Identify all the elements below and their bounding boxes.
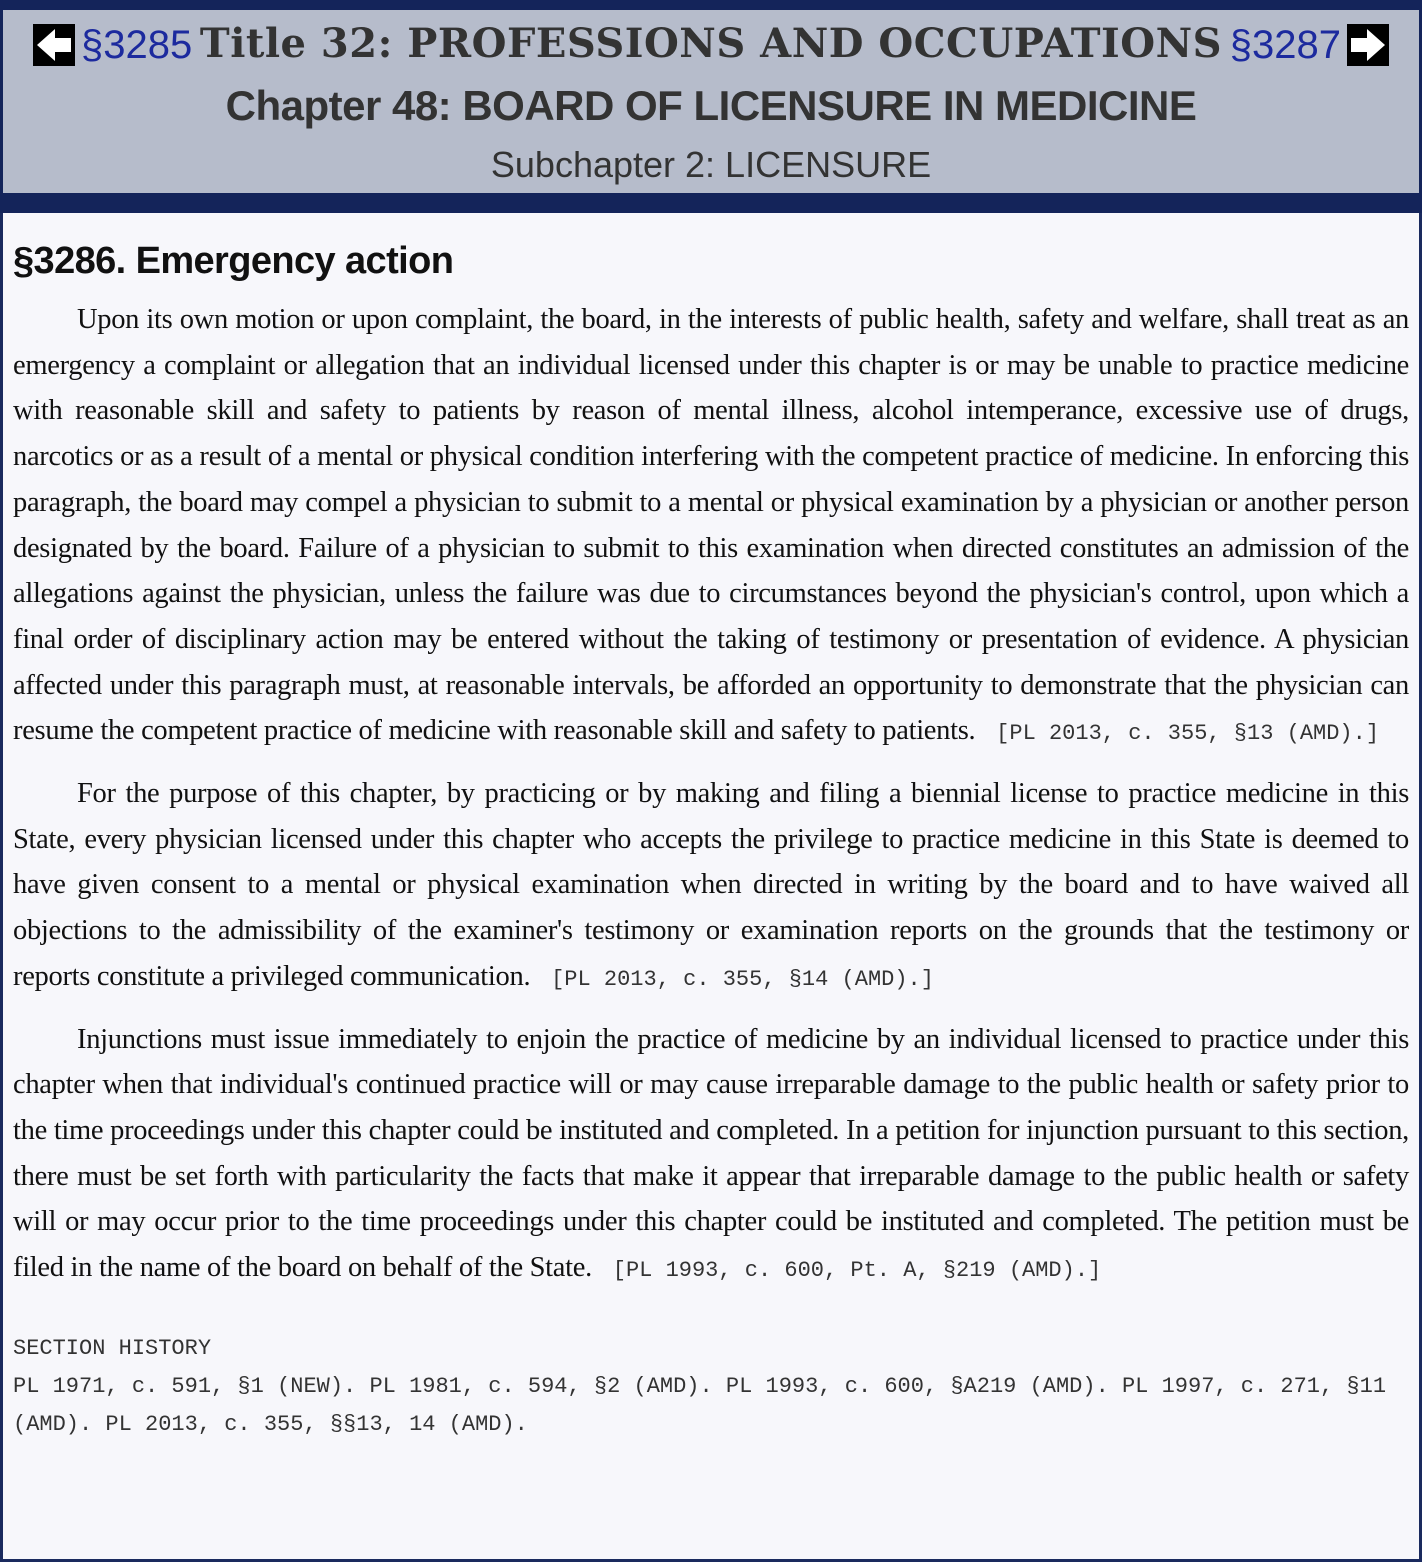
page-header bbox=[0, 10, 1422, 193]
section-history-title: SECTION HISTORY bbox=[13, 1335, 212, 1361]
section-paragraph bbox=[13, 771, 1409, 1003]
paragraph-text: For the purpose of this chapter, by practicing or by making and filing a biennial license to practice medicine in this State, every physician licensed under this chapter who accepts the privilege to practice medicine in this State is deemed to have given consent to a mental or physical examination when directed in writing by the board and to have waived all objections to the admissibility of the examiner's testimony or examination reports on the grounds that the testimony or reports constitute a privileged communication. bbox=[13, 778, 1409, 992]
title-heading: Title 32: PROFESSIONS AND OCCUPATIONS bbox=[199, 20, 1223, 67]
next-section-label[interactable]: §3287 bbox=[1229, 23, 1341, 67]
paragraph-citation: [PL 2013, c. 355, §13 (AMD).] bbox=[996, 721, 1380, 747]
next-section-link[interactable] bbox=[1230, 24, 1389, 66]
subchapter-heading: Subchapter 2: LICENSURE bbox=[490, 144, 932, 185]
right-arrow-icon bbox=[1347, 24, 1389, 66]
paragraph-text: Upon its own motion or upon complaint, the board, in the interests of public health, safety and welfare, shall treat as an emergency a complaint or allegation that an individual licensed under this chapter is or may be unable to practice medicine with reasonable skill and safety to patients by reason of mental illness, alcohol intemperance, excessive use of drugs, narcotics or as a result of a mental or physical condition interfering with the competent practice of medicine. In enforcing this paragraph, the board may compel a physician to submit to a mental or physical examination by a physician or another person designated by the board. Failure of a physician to submit to this examination when directed constitutes an admission of the allegations against the physician, unless the failure was due to circumstances beyond the physician's control, upon which a final order of disciplinary action may be entered without the taking of testimony or presentation of evidence. A physician affected under this paragraph must, at reasonable intervals, be afforded an opportunity to demonstrate that the physician can resume the competent practice of medicine with reasonable skill and safety to patients. bbox=[13, 304, 1409, 747]
paragraph-text: Injunctions must issue immediately to enjoin the practice of medicine by an individual licensed to practice under this chapter when that individual's continued practice will or may cause irreparable damage to the public health or safety prior to the time proceedings under this chapter could be instituted and completed. In a petition for injunction pursuant to this section, there must be set forth with particularity the facts that make it appear that irreparable damage to the public health or safety will or may occur prior to the time proceedings under this chapter could be instituted and completed. The petition must be filed in the name of the board on behalf of the State. bbox=[13, 1023, 1409, 1284]
section-paragraph bbox=[13, 1017, 1409, 1294]
section-history-text: PL 1971, c. 591, §1 (NEW). PL 1981, c. 594, §2 (AMD). PL 1993, c. 600, §A219 (AMD). PL 1997, c. 271, §11 (AMD). PL 2013, c. 355, §§13, 14 (AMD). bbox=[13, 1373, 1387, 1437]
section-heading: §3286. Emergency action bbox=[13, 240, 454, 282]
prev-section-label[interactable]: §3285 bbox=[81, 23, 193, 67]
top-frame-bar bbox=[0, 0, 1422, 10]
section-content bbox=[3, 213, 1419, 1559]
section-paragraph bbox=[13, 297, 1409, 757]
paragraph-citation: [PL 2013, c. 355, §14 (AMD).] bbox=[551, 966, 934, 992]
chapter-heading: Chapter 48: BOARD OF LICENSURE IN MEDICINE bbox=[225, 82, 1197, 129]
header-divider-bar bbox=[0, 193, 1422, 213]
paragraph-citation: [PL 1993, c. 600, Pt. A, §219 (AMD).] bbox=[612, 1258, 1102, 1284]
